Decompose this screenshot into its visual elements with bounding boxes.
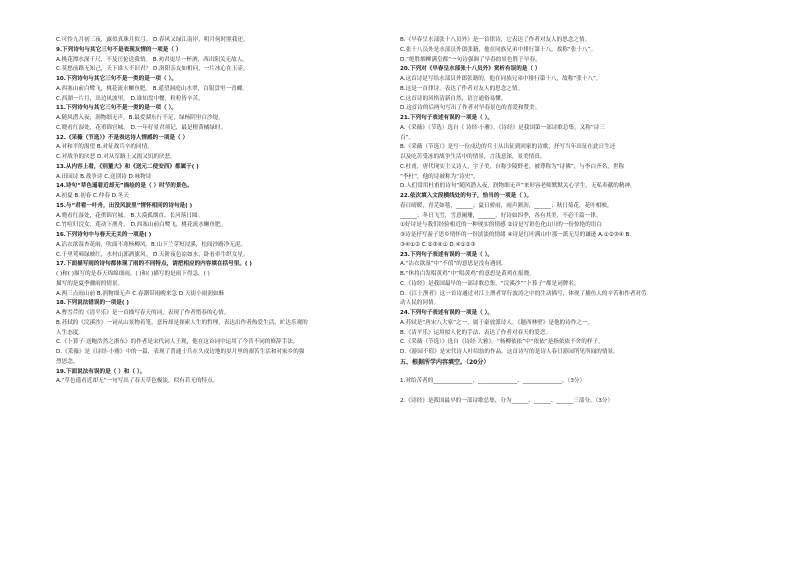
text-line: B.《采薇（节选）》是写一位戍边的兵士从出征到回家的诗歌，抒写当年出征在此日生还 [400,144,616,151]
question-heading: 13.从内容上看，《别董大》和《送元二使安西》都属于( ) [56,163,199,170]
text-line: C.杜甫，唐代现实主义诗人，字子美，自称少陵野老，被尊称为“诗佛”，与李白齐名，世称 [400,163,625,170]
question-heading: 18.下列说法错误的一项是( ) [56,300,129,307]
text-line: C.《卜算子·送鲍浩然之浙东》的作者是宋代词人王观，他在这首词中运用了今昔不同的修辞手法。 [56,339,299,346]
text-line: A.苏轼是“唐宋八大家”之一，属于豪放派诗人。《题西林壁》是他的诗作之一。 [400,319,594,326]
text-line: ③④①② C.②③④① D.④①②③ [400,241,476,248]
text-line: C.《采薇（节选）》选自《诗经·大雅》。“杨柳依依”中“依依”是指依依不舍的样子。 [400,339,604,346]
text-line: A.西塞山前白鹭飞，桃花流水鳜鱼肥。 B.遥望洞庭山水翠，白银盘里一青螺。 [56,85,248,92]
text-line: B.这是一首律诗，表达了作者对友人的思念之情。 [400,85,524,92]
question-heading: 23.下列句子表述有误的一项是（ ）。 [400,251,493,258]
text-line: 百”。 [400,134,415,141]
text-line: B.《清平乐》运用拟人化的手法，表达了作者对春天的爱恋。 [400,329,552,336]
text-line: C.对战争的厌恶 D.对从军路上又渴又饥的厌恶。 [56,154,176,160]
text-line: C.千里莺啼绿映红，水村山郭酒旗风。 D.天阶夜色凉如水，卧看牵牛织女星。 [56,251,249,258]
text-line: A.对和平的渴望 B.对征战兵卒的同情。 [56,144,153,151]
text-line: C.《诗经》是我国最早的一部诗歌总集。“浣溪沙”“卜算子”都是词牌名。 [400,280,580,287]
text-line: A.“草色遥看近却无”一句写出了春天草色极淡，似有若无的特点。 [56,378,219,385]
text-line: 描写的是夏季骤雨的情景。 [56,280,124,287]
text-line: A.田园诗 B.战争诗 C.送别诗 D.咏物诗 [56,173,152,180]
question-heading: 12.《采薇（节选）》不是表达诗人情感的一项是（ ） [56,134,189,141]
text-line: “李杜”，他的诗被称为“诗史”。 [400,173,479,180]
text-line: D.《游园不值》是宋代诗人叶绍翁的作品，这首诗写的是诗人春日游园所见所闻的情景。 [400,349,619,355]
question-heading: 22.依次填入文段横线处的句子，恰当的一项是（ ）。 [400,193,533,199]
text-line: A.两三点雨山前 B.润物细无声 C.春潮带雨晚来急 D.天街小雨润如酥 [56,290,225,297]
text-line: ①好诗是与我们经验相近的一种现实的情感 ②诗是写彩色化山川的一份惊艳的语白 [400,222,602,229]
text-line: B.“休将白发唱黄鸡”中“唱黄鸡”的意思是黄鸡在报晓。 [400,271,535,277]
question-heading: 19.下面说法有误的是（ ）和（ ）。 [56,368,146,375]
text-line: C.张十八员外是水部员外郎张籍，他在同族兄弟中排行第十八，故称“张十八”。 [400,46,597,53]
text-line: A.“沾衣欲湿”中“不值”的意思是没有遇到。 [400,261,507,268]
question-heading: 14.诗句“草色遥看近却无”描绘的是（ ）时节的景色。 [56,183,193,190]
text-line: A.桃花潭水深千尺，不及汪伦送我情。 B.劝君更尽一杯酒，西出阳关无故人。 [56,56,248,63]
text-line: 1.对给苦者的______________、______________、______________。（3分） [400,378,586,385]
text-line: 以及吃苦受冻的战争生活中的情景，言浅意深，景美情真。 [400,154,546,160]
text-line: ( )和( )描写的是春天绵绵细雨，( )和( )描写的是雨下得急，( ) [56,271,210,277]
question-heading: 21.下列句子表述有误的一项是（ ）。 [400,115,493,121]
text-line: ______；冬日飞雪，雪意阑珊，______。好诗如四季，各有其美，不必千篇一律。 [400,212,602,219]
text-line: A.沾衣欲湿杏花雨，吹面不寒杨柳风。B.山下兰芽短浸溪，松间沙路净无泥。 [56,241,247,248]
text-line: C.西湖一片月，出边风波里。 D.谁知盘中餐，粒粒皆辛苦。 [56,95,204,102]
question-heading: 20.下列对《早春呈水部张十八员外》赏析有误的是（ ） [400,66,541,73]
question-heading: 15.与“君看一叶舟，出没风波里”情怀相同的诗句是( ) [56,202,193,209]
text-line: A.初夏 B.初春 C.仲春 D.冬天 [56,193,129,199]
text-line: D.人们常用杜甫的诗句“随风潜入夜，润物细无声”来形容老师默默关心学生，无私奉献的精神。 [400,183,636,190]
text-line: C.晓看红湿处，花重锦官城。 D.一年好景君须记，最是橙黄橘绿时。 [56,124,227,131]
text-line: C.莫愁前路无知己，天下谁人不识君？ D.洛阳亲友如相问，一片冰心在玉壶。 [56,66,249,73]
question-heading: 11.下列诗句与其它三句不是一类的是一项（ ）。 [56,105,177,112]
right-column [400,36,752,407]
text-line [400,387,752,397]
text-line: C.可怜九月初三夜，露似真珠月似弓。 D.春风又绿江南岸，明月何时照我还。 [56,37,249,43]
text-line: 2.《诗经》是我国最早的一部诗歌总集，分为______、______、______三部分。（3分） [400,397,614,404]
question-heading: 五、根据所学内容填空。（20分） [400,358,490,366]
text-line: 烈思念。 [56,358,79,365]
text-line [400,368,752,378]
text-line: B.苏轼的《浣溪沙》一词从山景物着笔，意旨却是探索人生的哲理，表达出作者热爱生活、旷达乐观的 [56,319,308,326]
text-line: A.曹雪芹的《清平乐》是一首描写春天的词，表现了作者惜春的心情。 [56,310,230,316]
question-heading: 9.下列诗句与其它三句不是表现友情的一项是（ ） [56,46,182,53]
text-line: 春日晴暖，青芜如毯，______；夏日骄雨，雨声淅沥，______；秋日菊花，花叶相映， [400,202,613,209]
text-line: ③诗是抒写游子思乡情怀的一份淡淡的情绪 ④诗是红叶满山中那一派无尽的谦逊 A.①②③④ B. [400,232,632,238]
question-heading: 17.下面描写雨的诗句都体现了雨的不同特点，请把相应的内容填在括号里。( ) [56,261,252,268]
text-line: D.《采薇》是《诗经·小雅》中的一篇，表现了普通士兵在久戍边地的岁月里的艰苦生活和对家乡的强 [56,349,305,355]
text-line: D.这首诗的后两句写出了作者对早春景色的喜爱和赞美。 [400,105,541,112]
text-line: A.随风潜入夜，润物细无声。B.最爱湖东行不足，绿杨阴里白沙堤。 [56,115,224,121]
left-column [56,36,408,387]
question-heading: 24.下列句子表述有误的一项是（ ）。 [400,310,493,316]
question-heading: 10.下列诗句与其它三句不是一类的是一项（ ）。 [56,76,177,82]
text-line: D.《江上渔者》这一首诗通过对江上渔者穿行波涛之中的生动描写，体现了捕鱼人的辛苦和作者对劳 [400,290,647,297]
text-line: A.晓看红湿处，花重锦官城。 B.大漠孤烟直，长河落日圆。 [56,212,204,219]
text-line: 动人民的同情。 [400,300,440,307]
text-line: C.这首诗的风格清新自然，语言通俗易懂。 [400,95,507,102]
text-line: B.《早春呈水部张十八员外》是一首律诗，它表达了作者对友人的思念之情。 [400,37,591,43]
text-line: D.“绝胜烟柳满皇都”一句诗强调了早春的景色胜于早春。 [400,56,541,63]
text-line: A.这首诗是写给水部员外郎张籍的，他在同族兄弟中排行第十八，故称“张十八”。 [400,76,602,82]
text-line: 人生态度。 [56,329,84,336]
text-line: A.《采薇》（节选）选自《 诗经·小雅》。《诗经》是我国第一部诗歌总集，又称“诗三 [400,124,605,131]
question-heading: 16.下列诗句中与春天无关的一项是( ) [56,232,152,238]
text-line: C.竹喧归浣女，莲动下渔舟。 D.西塞山前白鹭飞，桃花流水鳜鱼肥。 [56,222,227,229]
